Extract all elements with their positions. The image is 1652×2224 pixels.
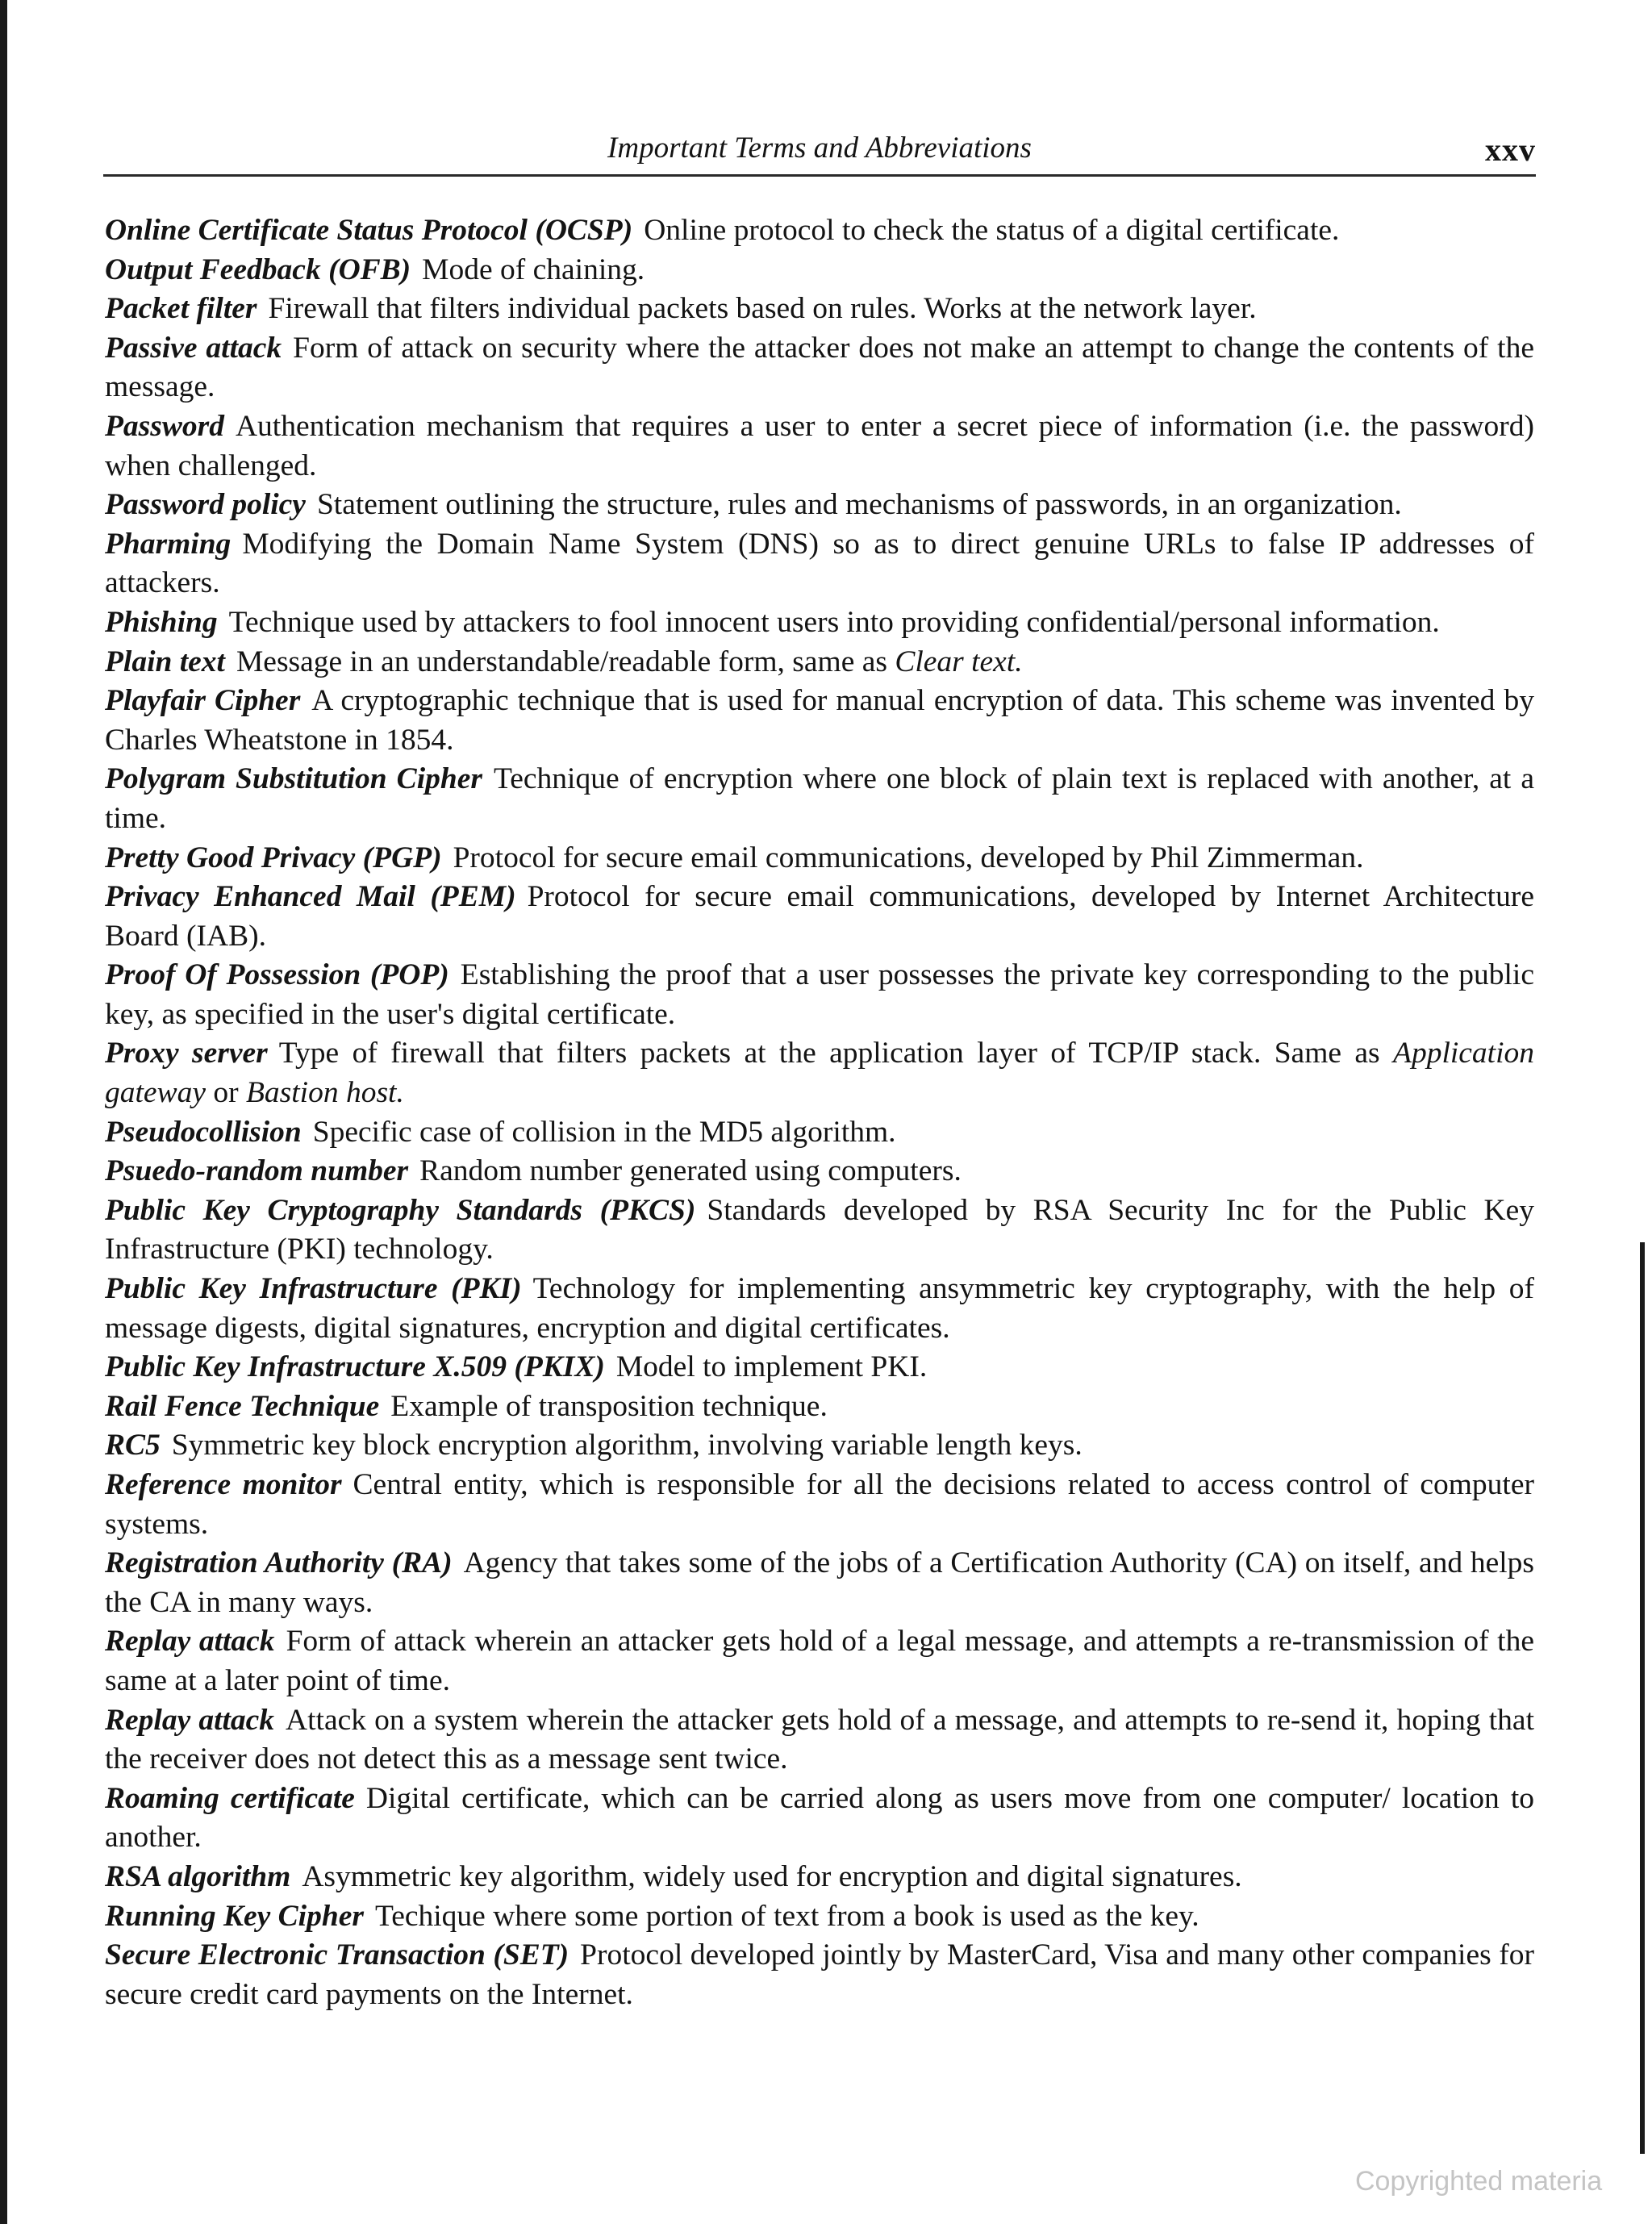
definition: Type of firewall that filters packets at the application layer of TCP/IP stack. Same as: [278, 1037, 1380, 1070]
term: Public Key Infrastructure (PKI): [105, 1272, 522, 1306]
term: Secure Electronic Transaction (SET): [105, 1938, 569, 1972]
glossary-entry-playfair-cipher: [105, 682, 1534, 760]
glossary-entry-pkix: [105, 1348, 1534, 1387]
definition: Central entity, which is responsible for all the decisions related to access control of computer systems.: [105, 1468, 1534, 1541]
definition-join: or: [213, 1076, 239, 1110]
definition: Firewall that filters individual packets based on rules. Works at the network layer.: [268, 292, 1257, 326]
term: Passive attack: [105, 331, 282, 365]
term: Registration Authority (RA): [105, 1546, 453, 1580]
term: Replay attack: [105, 1703, 275, 1737]
page-number: xxv: [1485, 131, 1536, 168]
glossary-entry-pharming: [105, 525, 1534, 603]
definition: Protocol for secure email communications, developed by Phil Zimmerman.: [453, 841, 1364, 874]
glossary-entry-ocsp: [105, 211, 1534, 251]
glossary-entry-pop: [105, 956, 1534, 1034]
definition: Attack on a system wherein the attacker gets hold of a message, and attempts to re-send it, hoping that the receiver does not detect this as a message sent twice.: [105, 1703, 1534, 1776]
glossary-entry-proxy-server: [105, 1034, 1534, 1112]
term: Rail Fence Technique: [105, 1389, 380, 1423]
term: RC5: [105, 1429, 161, 1462]
definition: Form of attack on security where the attacker does not make an attempt to change the contents of the message.: [105, 331, 1534, 404]
definition-italic: Application gateway: [105, 1037, 1535, 1110]
term: Reference monitor: [105, 1468, 342, 1501]
term: Proxy server: [105, 1037, 268, 1070]
glossary-entry-password: [105, 407, 1534, 486]
definition: Example of transposition technique.: [390, 1389, 828, 1423]
definition: Standards developed by RSA Security Inc for the Public Key Infrastructure (PKI) technology.: [105, 1193, 1534, 1266]
term: Proof Of Possession (POP): [105, 958, 449, 992]
term: Pseudocollision: [105, 1115, 302, 1149]
definition: Online protocol to check the status of a digital certificate.: [644, 214, 1340, 247]
definition: Authentication mechanism that requires a user to enter a secret piece of information (i.e. the password) when challenged.: [105, 409, 1534, 482]
glossary-entry-running-key-cipher: [105, 1897, 1534, 1937]
running-title: Important Terms and Abbreviations: [607, 131, 1032, 165]
glossary-entry-replay-attack-2: [105, 1701, 1534, 1780]
term: Online Certificate Status Protocol (OCSP): [105, 214, 633, 247]
term: Public Key Infrastructure X.509 (PKIX): [105, 1350, 605, 1384]
definition: Technique used by attackers to fool innocent users into providing confidential/personal information.: [228, 605, 1440, 639]
glossary-entry-pem: [105, 878, 1534, 956]
term: RSA algorithm: [105, 1859, 291, 1893]
definition: Form of attack wherein an attacker gets hold of a legal message, and attempts a re-transmission of the same at a later point of time.: [105, 1625, 1534, 1697]
definition: Techique where some portion of text from a book is used as the key.: [374, 1899, 1199, 1933]
term: Pharming: [105, 527, 232, 561]
definition: Message in an understandable/readable form, same as: [236, 645, 887, 678]
page-header: [103, 123, 1536, 177]
glossary-entry-rsa-algorithm: [105, 1858, 1534, 1897]
definition: Specific case of collision in the MD5 algorithm.: [312, 1115, 896, 1149]
term: Playfair Cipher: [105, 684, 301, 718]
definition: Symmetric key block encryption algorithm, involving variable length keys.: [171, 1429, 1083, 1462]
term: Psuedo-random number: [105, 1154, 409, 1188]
glossary-entry-pkcs: [105, 1191, 1534, 1270]
glossary-entry-rail-fence-technique: [105, 1387, 1534, 1427]
definition: Establishing the proof that a user possesses the private key corresponding to the public key, as specified in the user's digital certificate.: [105, 958, 1534, 1031]
term: Plain text: [105, 645, 225, 678]
definition-italic-2: Bastion host.: [245, 1076, 404, 1110]
glossary-entry-pseudocollision: [105, 1113, 1534, 1153]
glossary-entry-packet-filter: [105, 290, 1534, 329]
definition: Mode of chaining.: [422, 252, 645, 286]
term: Output Feedback (OFB): [105, 252, 411, 286]
definition: Technology for implementing ansymmetric key cryptography, with the help of message digests, digital signatures, encryption and digital certificates.: [105, 1272, 1534, 1345]
glossary-entry-reference-monitor: [105, 1466, 1534, 1544]
definition: Model to implement PKI.: [615, 1350, 928, 1384]
glossary-list: [105, 211, 1534, 2014]
definition: Protocol for secure email communications, developed by Internet Architecture Board (IAB).: [105, 880, 1534, 953]
term: Privacy Enhanced Mail (PEM): [105, 880, 516, 914]
term: Pretty Good Privacy (PGP): [105, 841, 442, 874]
glossary-entry-psuedo-random-number: [105, 1152, 1534, 1191]
glossary-entry-roaming-certificate: [105, 1780, 1534, 1858]
scan-edge-right: [1640, 1242, 1645, 2154]
definition: Modifying the Domain Name System (DNS) so as to direct genuine URLs to false IP addresses of attackers.: [105, 527, 1534, 600]
definition: Protocol developed jointly by MasterCard, Visa and many other companies for secure credit card payments on the Internet.: [105, 1938, 1534, 2011]
glossary-entry-set: [105, 1936, 1534, 2014]
term: Public Key Cryptography Standards (PKCS): [105, 1193, 696, 1227]
term: Packet filter: [105, 292, 257, 326]
term: Polygram Substitution Cipher: [105, 762, 482, 796]
term: Password: [105, 409, 224, 443]
definition: Statement outlining the structure, rules and mechanisms of passwords, in an organization.: [316, 488, 1402, 522]
definition: Technique of encryption where one block of plain text is replaced with another, at a time.: [105, 762, 1534, 835]
glossary-entry-plain-text: [105, 643, 1534, 682]
glossary-entry-registration-authority: [105, 1544, 1534, 1622]
glossary-entry-passive-attack: [105, 329, 1534, 407]
definition: Digital certificate, which can be carried along as users move from one computer/ location to another.: [105, 1781, 1534, 1855]
glossary-entry-ofb: [105, 251, 1534, 290]
definition-italic: Clear text.: [895, 645, 1023, 678]
definition: Asymmetric key algorithm, widely used for encryption and digital signatures.: [302, 1859, 1242, 1893]
glossary-entry-polygram-substitution-cipher: [105, 760, 1534, 838]
term: Password policy: [105, 488, 306, 522]
term: Running Key Cipher: [105, 1899, 364, 1933]
glossary-entry-phishing: [105, 603, 1534, 643]
glossary-entry-rc5: [105, 1426, 1534, 1466]
glossary-entry-pgp: [105, 839, 1534, 878]
copyright-watermark: Copyrighted materia: [1355, 2166, 1603, 2197]
term: Phishing: [105, 605, 218, 639]
glossary-entry-password-policy: [105, 486, 1534, 525]
definition: A cryptographic technique that is used for manual encryption of data. This scheme was invented by Charles Wheatstone in 1854.: [105, 684, 1534, 757]
term: Roaming certificate: [105, 1781, 355, 1815]
glossary-entry-replay-attack-1: [105, 1622, 1534, 1700]
scan-edge-left: [0, 0, 7, 2224]
definition: Agency that takes some of the jobs of a Certification Authority (CA) on itself, and helps the CA in many ways.: [105, 1546, 1534, 1619]
term: Replay attack: [105, 1625, 275, 1659]
definition: Random number generated using computers.: [419, 1154, 962, 1188]
glossary-entry-pki: [105, 1270, 1534, 1348]
